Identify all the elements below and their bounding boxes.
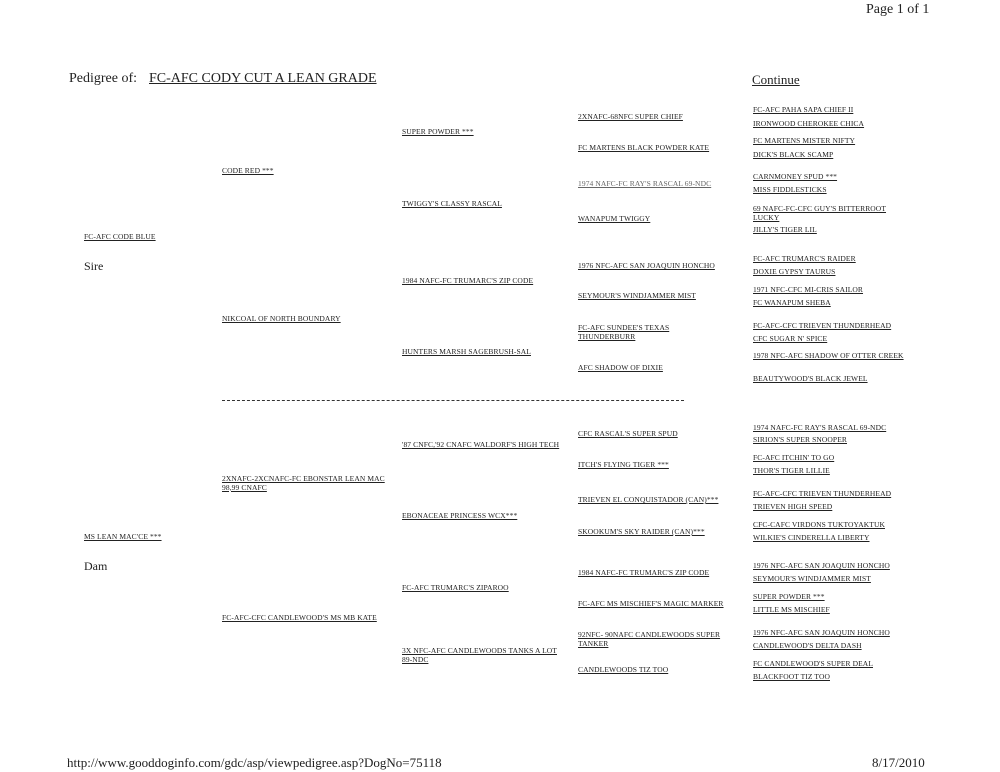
gen5-link[interactable]: THOR'S TIGER LILLIE — [753, 466, 830, 475]
gen5-link[interactable]: WILKIE'S CINDERELLA LIBERTY — [753, 533, 870, 542]
pedigree-dog-name-link[interactable]: FC-AFC CODY CUT A LEAN GRADE — [149, 71, 377, 86]
gen4-link[interactable]: FC MARTENS BLACK POWDER KATE — [578, 143, 710, 152]
gen5-link[interactable]: LITTLE MS MISCHIEF — [753, 605, 830, 614]
gen3-link[interactable]: FC-AFC TRUMARC'S ZIPAROO — [402, 583, 509, 592]
gen5-link[interactable]: TRIEVEN HIGH SPEED — [753, 502, 833, 511]
sire-link[interactable]: FC-AFC CODE BLUE — [84, 232, 156, 241]
sire-dam-divider — [222, 400, 684, 401]
gen5-link[interactable]: FC MARTENS MISTER NIFTY — [753, 136, 856, 145]
gen5-link[interactable]: SEYMOUR'S WINDJAMMER MIST — [753, 574, 871, 583]
gen4-link[interactable]: SKOOKUM'S SKY RAIDER (CAN)*** — [578, 527, 705, 536]
gen5-link[interactable]: CFC-CAFC VIRDONS TUKTOYAKTUK — [753, 520, 885, 529]
gen4-link[interactable]: SEYMOUR'S WINDJAMMER MIST — [578, 291, 696, 300]
gen5-link[interactable]: FC-AFC TRUMARC'S RAIDER — [753, 254, 856, 263]
gen3-link[interactable]: TWIGGY'S CLASSY RASCAL — [402, 199, 502, 208]
gen4-link[interactable]: CANDLEWOODS TIZ TOO — [578, 665, 669, 674]
gen5-link[interactable]: FC-AFC ITCHIN' TO GO — [753, 453, 835, 462]
gen4-link[interactable]: ITCH'S FLYING TIGER *** — [578, 460, 669, 469]
gen2-link[interactable]: CODE RED *** — [222, 166, 274, 175]
gen5-link[interactable]: 1971 NFC-CFC MI-CRIS SAILOR — [753, 285, 864, 294]
gen5-link[interactable]: IRONWOOD CHEROKEE CHICA — [753, 119, 865, 128]
gen3-link[interactable]: SUPER POWDER *** — [402, 127, 474, 136]
gen4-link[interactable]: TRIEVEN EL CONQUISTADOR (CAN)*** — [578, 495, 719, 504]
gen5-link[interactable]: 1976 NFC-AFC SAN JOAQUIN HONCHO — [753, 561, 890, 570]
gen5-link[interactable]: DICK'S BLACK SCAMP — [753, 150, 834, 159]
gen4-link[interactable]: FC-AFC MS MISCHIEF'S MAGIC MARKER — [578, 599, 724, 608]
continue-link[interactable]: Continue — [752, 72, 800, 87]
gen3-link[interactable]: HUNTERS MARSH SAGEBRUSH-SAL — [402, 347, 531, 356]
gen4-link[interactable]: 1984 NAFC-FC TRUMARC'S ZIP CODE — [578, 568, 710, 577]
gen5-link[interactable]: BLACKFOOT TIZ TOO — [753, 672, 830, 681]
gen5-link[interactable]: CANDLEWOOD'S DELTA DASH — [753, 641, 862, 650]
gen4-link[interactable]: 2XNAFC-68NFC SUPER CHIEF — [578, 112, 683, 121]
pedigree-title-label: Pedigree of: — [69, 71, 138, 86]
gen2-link[interactable]: FC-AFC-CFC CANDLEWOOD'S MS MB KATE — [222, 613, 377, 622]
gen5-link[interactable]: 1976 NFC-AFC SAN JOAQUIN HONCHO — [753, 628, 890, 637]
gen3-link[interactable]: 1984 NAFC-FC TRUMARC'S ZIP CODE — [402, 276, 534, 285]
page-number: Page 1 of 1 — [866, 2, 930, 17]
gen4-link[interactable]: FC-AFC SUNDEE'S TEXAS THUNDERBURR — [578, 323, 670, 341]
gen5-link[interactable]: DOXIE GYPSY TAURUS — [753, 267, 836, 276]
footer-date: 8/17/2010 — [872, 755, 925, 770]
gen2-link[interactable]: 2XNAFC-2XCNAFC-FC EBONSTAR LEAN MAC 98,99 CNAFC — [222, 474, 385, 492]
gen5-link[interactable]: SIRION'S SUPER SNOOPER — [753, 435, 847, 444]
gen3-link[interactable]: '87 CNFC,'92 CNAFC WALDORF'S HIGH TECH — [402, 440, 560, 449]
gen5-link[interactable]: FC CANDLEWOOD'S SUPER DEAL — [753, 659, 873, 668]
gen5-link[interactable]: MISS FIDDLESTICKS — [753, 185, 827, 194]
gen4-link[interactable]: CFC RASCAL'S SUPER SPUD — [578, 429, 678, 438]
gen4-link[interactable]: WANAPUM TWIGGY — [578, 214, 651, 223]
gen4-link[interactable]: AFC SHADOW OF DIXIE — [578, 363, 663, 372]
gen5-link[interactable]: 1974 NAFC-FC RAY'S RASCAL 69-NDC — [753, 423, 887, 432]
gen5-link[interactable]: FC-AFC PAHA SAPA CHIEF II — [753, 105, 854, 114]
gen5-link[interactable]: CARNMONEY SPUD *** — [753, 172, 838, 181]
gen5-link[interactable]: 1978 NFC-AFC SHADOW OF OTTER CREEK — [753, 351, 904, 360]
gen4-link[interactable]: 92NFC- 90NAFC CANDLEWOODS SUPER TANKER — [578, 630, 721, 648]
gen5-link[interactable]: FC-AFC-CFC TRIEVEN THUNDERHEAD — [753, 489, 892, 498]
gen4-link[interactable]: 1974 NAFC-FC RAY'S RASCAL 69-NDC — [578, 179, 712, 188]
gen4-link[interactable]: 1976 NFC-AFC SAN JOAQUIN HONCHO — [578, 261, 715, 270]
gen5-link[interactable]: SUPER POWDER *** — [753, 592, 825, 601]
gen2-link[interactable]: NIKCOAL OF NORTH BOUNDARY — [222, 314, 341, 323]
dam-link[interactable]: MS LEAN MAC'CE *** — [84, 532, 162, 541]
gen3-link[interactable]: 3X NFC-AFC CANDLEWOODS TANKS A LOT 89-NDC — [402, 646, 557, 664]
gen5-link[interactable]: FC WANAPUM SHEBA — [753, 298, 831, 307]
gen5-link[interactable]: CFC SUGAR N' SPICE — [753, 334, 828, 343]
gen5-link[interactable]: FC-AFC-CFC TRIEVEN THUNDERHEAD — [753, 321, 892, 330]
gen5-link[interactable]: 69 NAFC-FC-CFC GUY'S BITTERROOT LUCKY — [753, 204, 887, 222]
footer-url: http://www.gooddoginfo.com/gdc/asp/viewpedigree.asp?DogNo=75118 — [67, 755, 442, 770]
dam-label: Dam — [84, 559, 108, 573]
gen3-link[interactable]: EBONACEAE PRINCESS WCX*** — [402, 511, 518, 520]
gen5-link[interactable]: JILLY'S TIGER LIL — [753, 225, 817, 234]
sire-label: Sire — [84, 259, 104, 273]
gen5-link[interactable]: BEAUTYWOOD'S BLACK JEWEL — [753, 374, 868, 383]
